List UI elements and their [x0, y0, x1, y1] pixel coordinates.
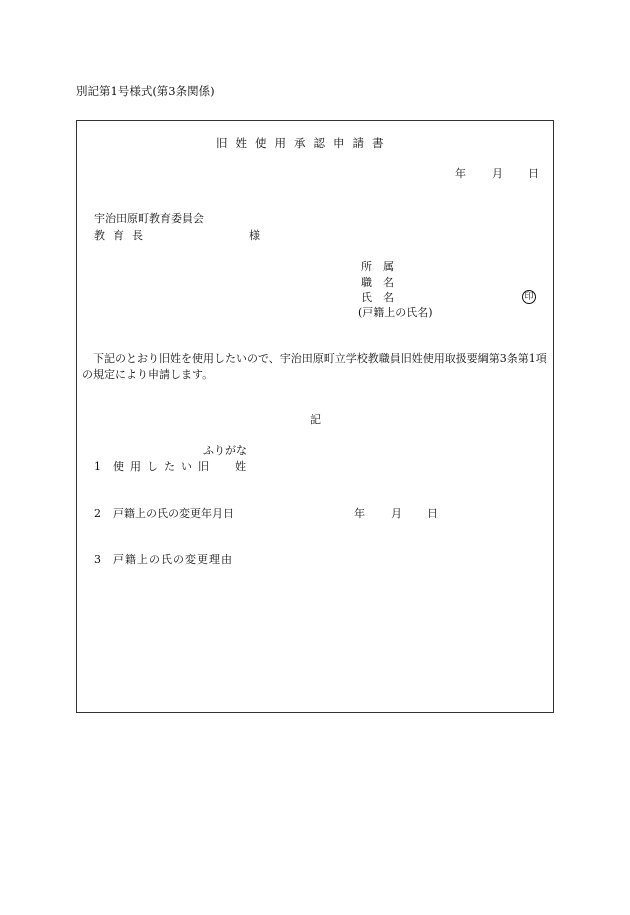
date-day: 日: [528, 167, 539, 180]
item1-label: 使用したい旧: [113, 460, 215, 473]
item2-number: 2: [94, 507, 101, 520]
addressee-title: 教育長: [94, 229, 151, 242]
ki-heading: 記: [310, 413, 321, 426]
application-statement-text: 下記のとおり旧姓を使用したいので、宇治田原町立学校教職員旧姓使用取扱要綱第3条第1項の規定により申請します。: [82, 352, 547, 381]
name-label: 氏 名: [361, 291, 394, 304]
form-number-note: 別記第1号様式(第3条関係): [76, 84, 215, 98]
item2-month: 月: [391, 507, 402, 520]
furigana-label: ふりがな: [203, 444, 247, 457]
form-title: 旧姓使用承認申請書: [216, 136, 392, 150]
seal-icon: 印: [522, 290, 536, 304]
affiliation-label: 所 属: [361, 260, 394, 273]
item1-number: 1: [94, 460, 101, 473]
addressee-organization: 宇治田原町教育委員会: [94, 212, 204, 225]
item2-year: 年: [354, 507, 365, 520]
item1-label-end: 姓: [235, 460, 246, 473]
item3-label: 戸籍上の氏の変更理由: [113, 553, 233, 566]
item3-number: 3: [94, 553, 101, 566]
registered-name-note: (戸籍上の氏名): [358, 306, 433, 319]
item2-label: 戸籍上の氏の変更年月日: [113, 507, 234, 520]
date-year: 年: [455, 167, 466, 180]
addressee-honorific: 様: [249, 229, 260, 242]
date-month: 月: [492, 167, 503, 180]
position-label: 職 名: [361, 276, 394, 289]
item2-day: 日: [427, 507, 438, 520]
application-statement: [82, 351, 552, 383]
